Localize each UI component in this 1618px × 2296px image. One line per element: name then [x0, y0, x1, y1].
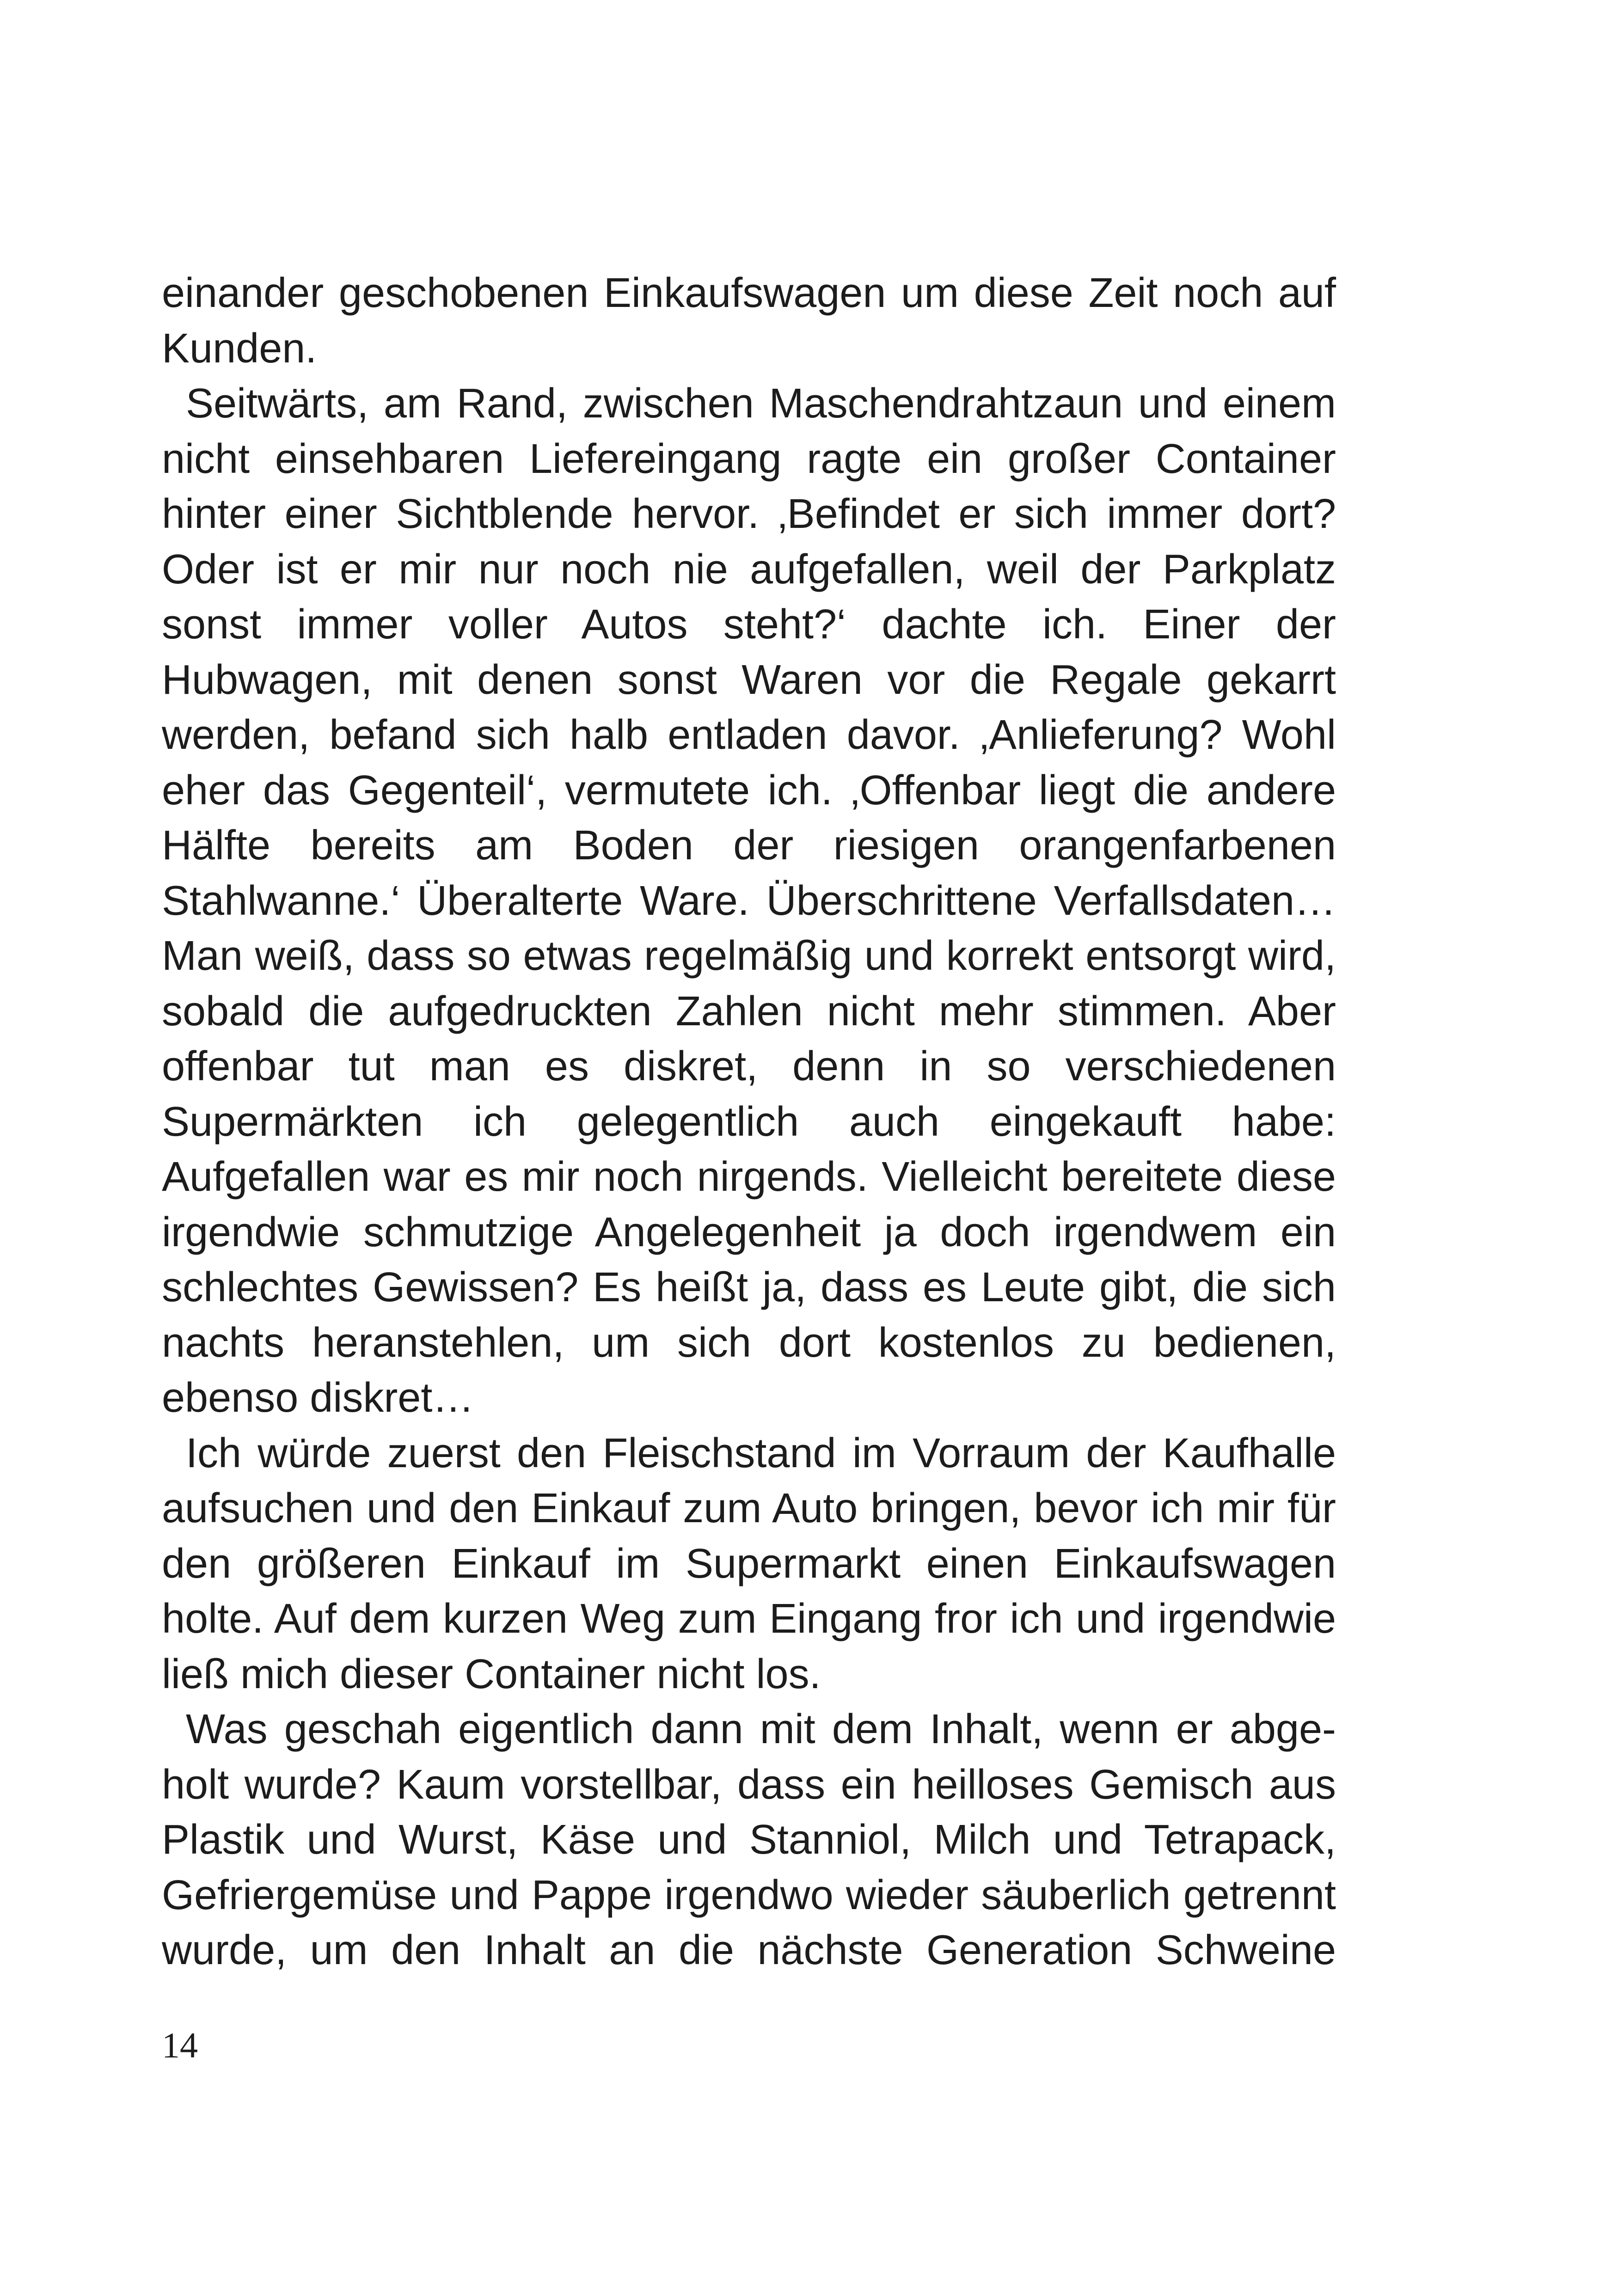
- body-text: [162, 266, 1336, 1978]
- page-number: 14: [162, 2025, 198, 2065]
- paragraph-contents: Was geschah eigentlich dann mit dem Inhalt, wenn er abgeholt wurde? Kaum vorstellbar, dass ein heilloses Gemisch aus Plastik und Wurst, Käse und Stanniol, Milch und Tetrapack, Gefriergemüse und Pappe irgendwo wieder säuberlich getrennt wurde, um den Inhalt an die nächste Generation Schweine: [162, 1706, 1336, 1973]
- paragraph-shopping: Ich würde zuerst den Fleischstand im Vorraum der Kaufhalle aufsuchen und den Einkauf zum Auto bringen, bevor ich mir für den größeren Einkauf im Supermarkt einen Einkaufswagen holte. Auf dem kurzen Weg zum Eingang fror ich und irgendwie ließ mich dieser Container nicht los.: [162, 1430, 1336, 1697]
- paragraph-container: Seitwärts, am Rand, zwischen Maschendrahtzaun und einem nicht einsehbaren Liefereingang ragte ein großer Container hinter einer Sichtblende hervor. ‚Befindet er sich immer dort? Oder ist er mir nur noch nie aufgefallen, weil der Parkplatz sonst immer voller Autos steht?‘ dachte ich. Einer der Hubwagen, mit denen sonst Waren vor die Regale gekarrt werden, befand sich halb entladen davor. ‚Anlieferung? Wohl eher das Gegenteil‘, vermutete ich. ‚Offenbar liegt die andere Hälfte bereits am Boden der riesigen orangenfarbenen Stahlwanne.‘ Überalterte Ware. Überschrittene Verfallsdaten… Man weiß, dass so etwas regelmäßig und korrekt entsorgt wird, sobald die aufgedruckten Zahlen nicht mehr stimmen. Aber offenbar tut man es diskret, denn in so verschiedenen Supermärkten ich gelegentlich auch eingekauft habe: Aufgefallen war es mir noch nirgends. Vielleicht bereitete diese irgendwie schmutzige Angelegenheit ja doch irgendwem ein schlechtes Gewissen? Es heißt ja, dass es Leute gibt, die sich nachts heranstehlen, um sich dort kostenlos zu bedienen, ebenso diskret…: [162, 380, 1336, 1421]
- paragraph-continued: einander geschobenen Einkaufswagen um diese Zeit noch auf Kunden.: [162, 270, 1336, 372]
